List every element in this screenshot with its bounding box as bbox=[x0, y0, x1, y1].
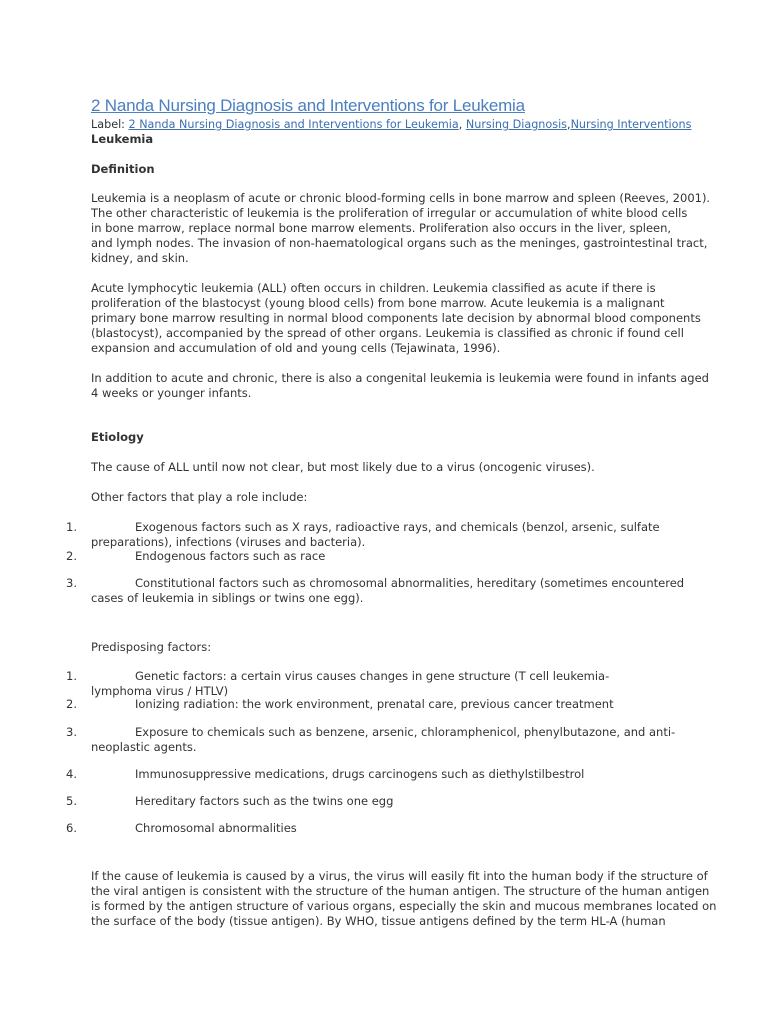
text-line: The other characteristic of leukemia is the proliferation of irregular or accumulation of white blood cells bbox=[91, 206, 688, 220]
text-line: in bone marrow, replace normal bone marrow elements. Proliferation also occurs in the liver, spleen, bbox=[91, 221, 672, 235]
text-line: kidney, and skin. bbox=[91, 251, 189, 265]
text-line: primary bone marrow resulting in normal blood components late decision by abnormal blood components bbox=[91, 311, 701, 325]
text-line: If the cause of leukemia is caused by a virus, the virus will easily fit into the human body if the structure of bbox=[91, 869, 708, 883]
virus-paragraph bbox=[91, 869, 717, 929]
text-line: 4 weeks or younger infants. bbox=[91, 386, 252, 400]
labels-prefix: Label: bbox=[91, 118, 125, 131]
text-line: In addition to acute and chronic, there is also a congenital leukemia is leukemia were found in infants aged bbox=[91, 371, 709, 385]
label-link-nursing-diagnosis[interactable]: Nursing Diagnosis bbox=[465, 118, 567, 131]
label-link-nanda[interactable]: 2 Nanda Nursing Diagnosis and Interventions for Leukemia bbox=[128, 118, 459, 131]
list-number: 1. bbox=[66, 520, 77, 534]
list-number: 3. bbox=[66, 576, 77, 590]
list-item: Immunosuppressive medications, drugs carcinogens such as diethylstilbestrol bbox=[135, 767, 585, 781]
labels-line bbox=[91, 117, 691, 132]
list-number: 5. bbox=[66, 794, 77, 808]
list-item: Genetic factors: a certain virus causes changes in gene structure (T cell leukemia- lymphoma virus / HTLV) bbox=[91, 669, 610, 698]
page-title[interactable]: 2 Nanda Nursing Diagnosis and Interventions for Leukemia bbox=[91, 96, 525, 115]
congenital-paragraph bbox=[91, 371, 709, 401]
etiology-paragraph: The cause of ALL until now not clear, but most likely due to a virus (oncogenic viruses). bbox=[91, 460, 595, 474]
text-line: Acute lymphocytic leukemia (ALL) often occurs in children. Leukemia classified as acute if there is bbox=[91, 281, 656, 295]
text-line: the viral antigen is consistent with the structure of the human antigen. The structure of the human antigen bbox=[91, 884, 710, 898]
list-item: Hereditary factors such as the twins one egg bbox=[135, 794, 394, 808]
definition-paragraph bbox=[91, 191, 711, 266]
text-line: proliferation of the blastocyst (young blood cells) from bone marrow. Acute leukemia is a malignant bbox=[91, 296, 665, 310]
list-number: 1. bbox=[66, 669, 77, 683]
list-number: 6. bbox=[66, 821, 77, 835]
label-separator: , bbox=[458, 118, 466, 131]
list-number: 3. bbox=[66, 725, 77, 739]
list-item: Endogenous factors such as race bbox=[135, 549, 326, 563]
label-link-nursing-interventions[interactable]: Nursing Interventions bbox=[570, 118, 692, 131]
other-factors-intro: Other factors that play a role include: bbox=[91, 490, 308, 504]
list-number: 4. bbox=[66, 767, 77, 781]
predisposing-intro: Predisposing factors: bbox=[91, 640, 212, 654]
list-item: Exposure to chemicals such as benzene, arsenic, chloramphenicol, phenylbutazone, and anti- neoplastic agents. bbox=[91, 725, 676, 754]
label-separator: , bbox=[567, 118, 571, 131]
heading-etiology: Etiology bbox=[91, 430, 144, 444]
text-line: Leukemia is a neoplasm of acute or chronic blood-forming cells in bone marrow and spleen (Reeves, 2001). bbox=[91, 191, 711, 205]
text-line: and lymph nodes. The invasion of non-haematological organs such as the meninges, gastrointestinal tract, bbox=[91, 236, 708, 250]
all-paragraph bbox=[91, 281, 701, 356]
list-number: 2. bbox=[66, 549, 77, 563]
list-item: Chromosomal abnormalities bbox=[135, 821, 297, 835]
list-item: Constitutional factors such as chromosomal abnormalities, hereditary (sometimes encountered cases of leukemia in siblings or twins one egg). bbox=[91, 576, 685, 605]
heading-definition: Definition bbox=[91, 162, 155, 176]
heading-leukemia: Leukemia bbox=[91, 132, 154, 146]
text-line: expansion and accumulation of old and young cells (Tejawinata, 1996). bbox=[91, 341, 501, 355]
list-item: Ionizing radiation: the work environment, prenatal care, previous cancer treatment bbox=[135, 697, 614, 711]
text-line: is formed by the antigen structure of various organs, especially the skin and mucous membranes located on bbox=[91, 899, 717, 913]
list-number: 2. bbox=[66, 697, 77, 711]
text-line: (blastocyst), accompanied by the spread of other organs. Leukemia is classified as chronic if found cell bbox=[91, 326, 684, 340]
list-item: Exogenous factors such as X rays, radioactive rays, and chemicals (benzol, arsenic, sulfate preparations), infections (viruses and bacteria). bbox=[91, 520, 660, 549]
text-line: the surface of the body (tissue antigen). By WHO, tissue antigens defined by the term HL-A (human bbox=[91, 914, 666, 928]
